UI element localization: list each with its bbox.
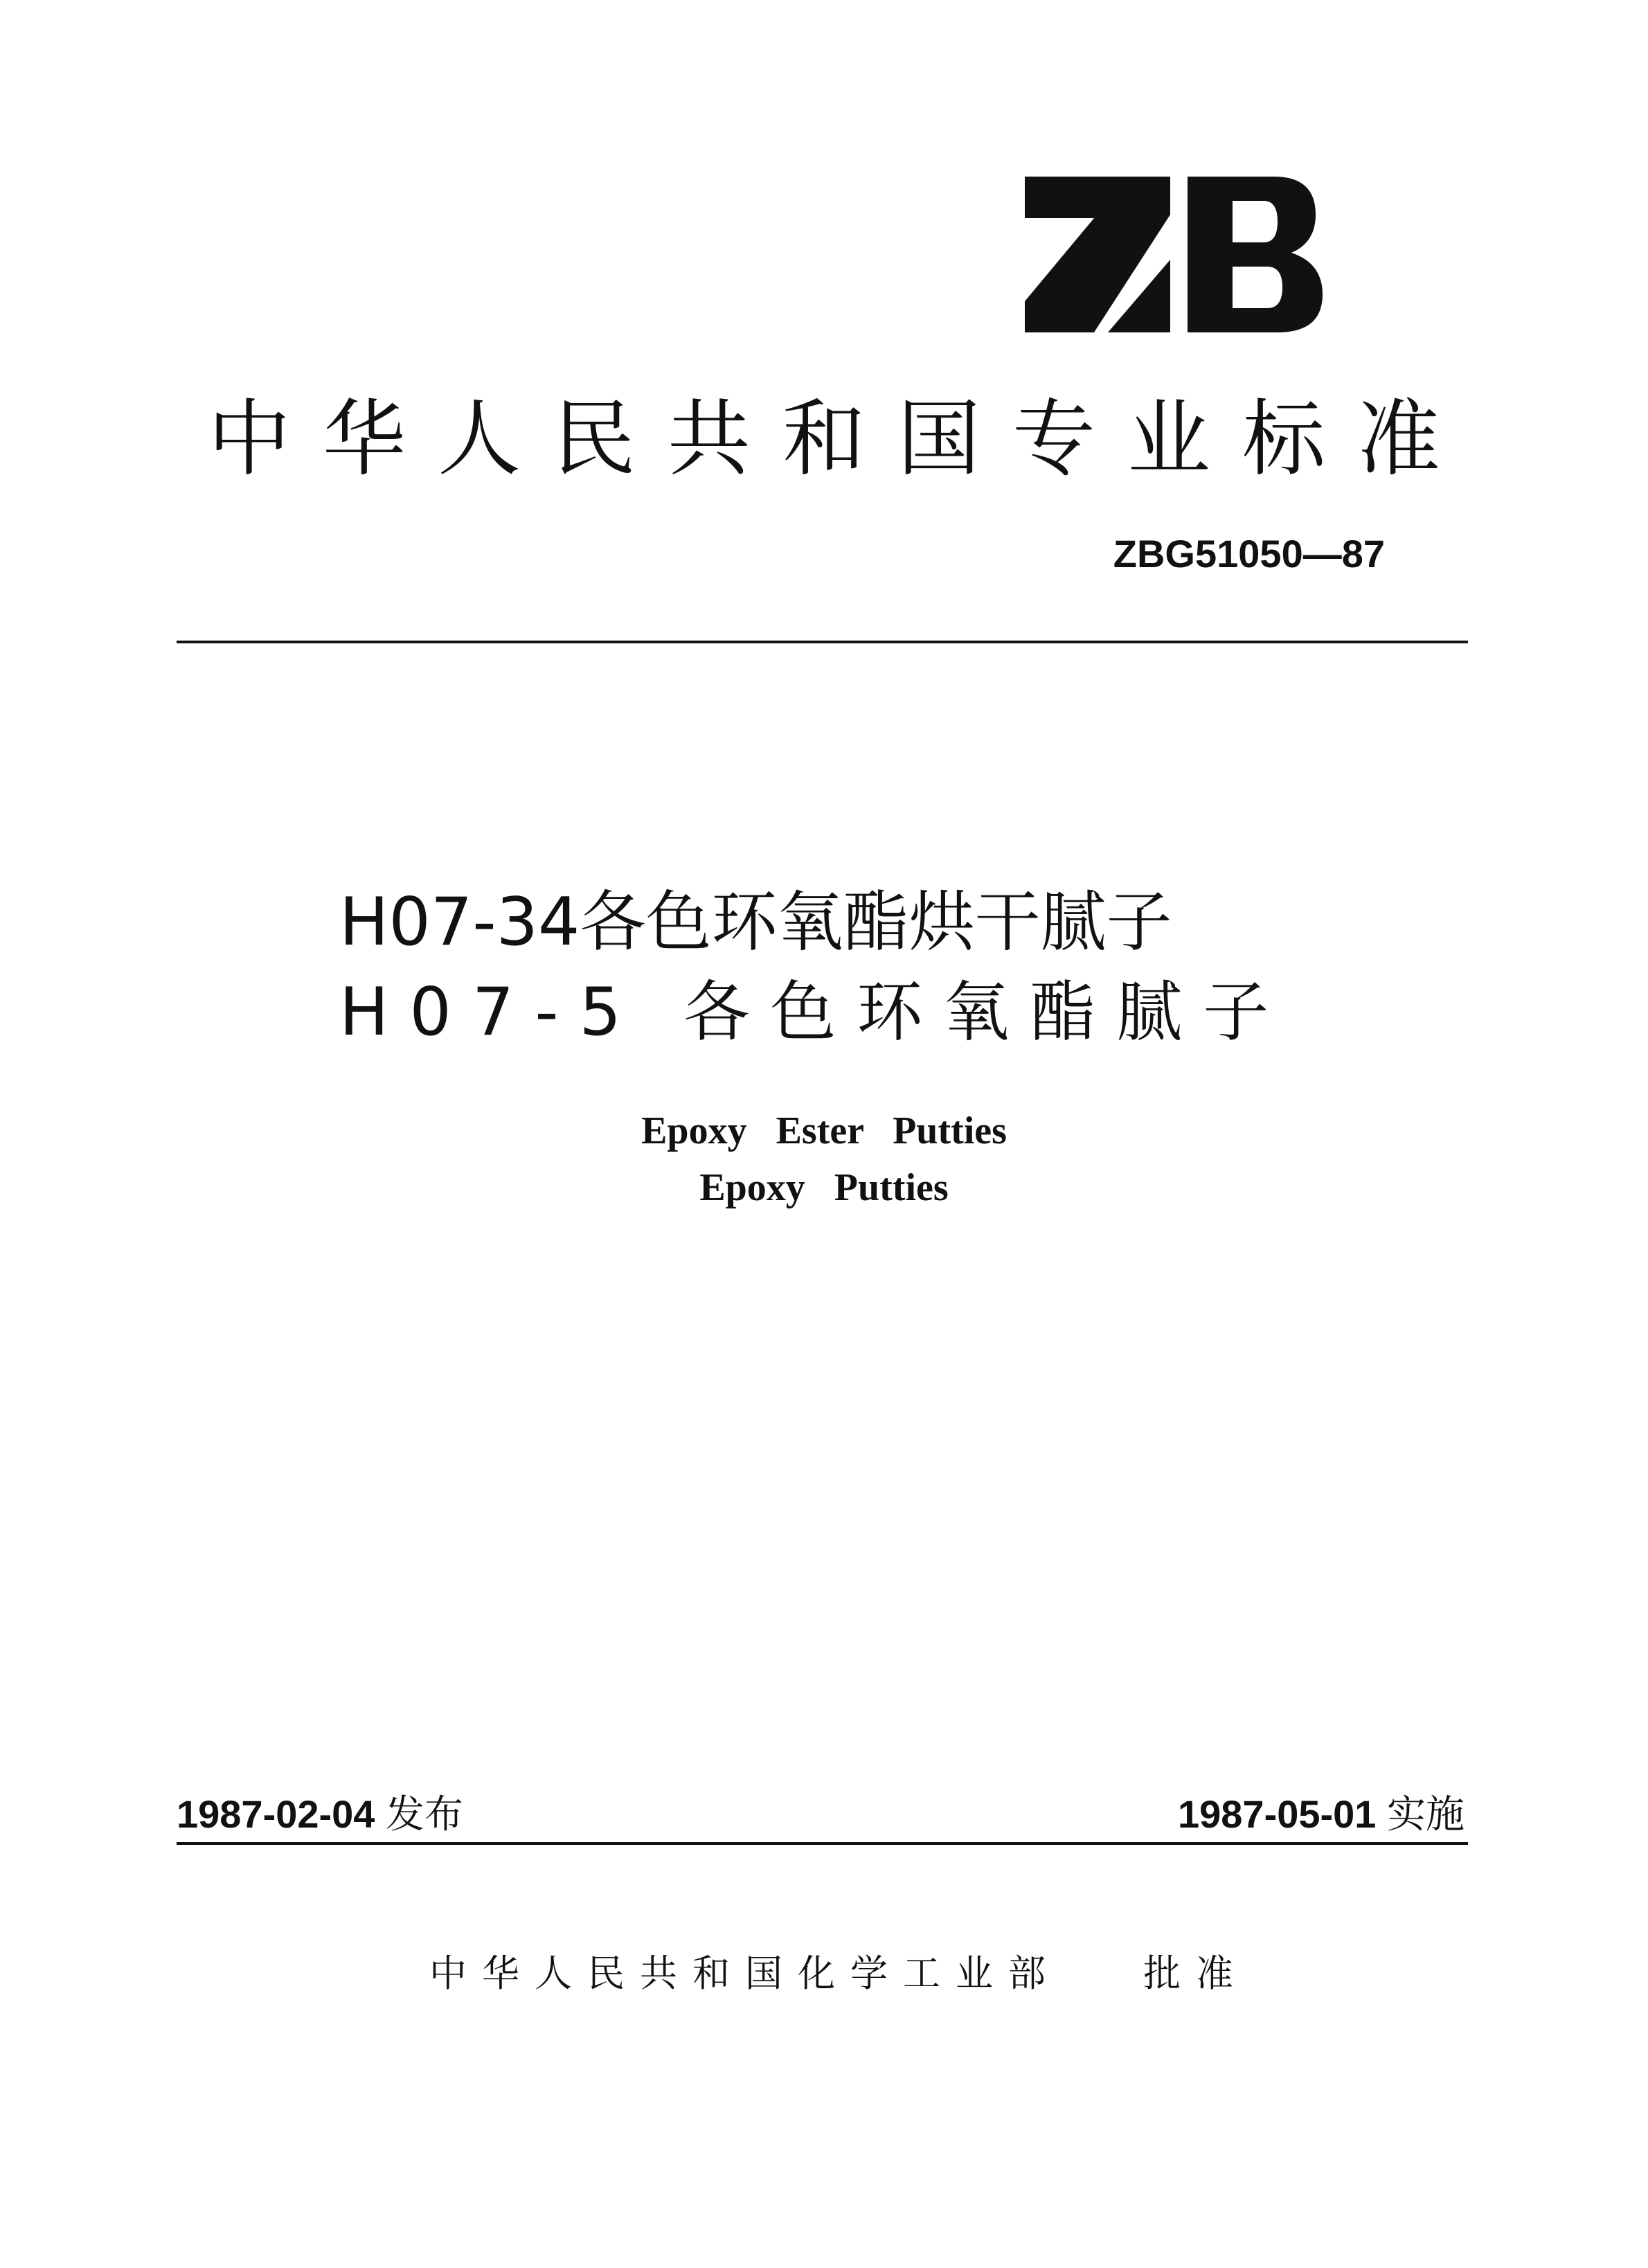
zb-logo xyxy=(1025,177,1323,332)
top-divider xyxy=(177,641,1468,643)
issue-date-label: 发布 xyxy=(386,1792,464,1836)
title-line-2: H07-5 各色环氧酯腻子 xyxy=(339,974,1290,1051)
standard-heading: 中华人民共和国专业标准 xyxy=(208,391,1472,488)
title-line-1: H07-34各色环氧酯烘干腻子 xyxy=(339,884,1172,961)
issue-date xyxy=(177,1790,463,1839)
approval-line xyxy=(429,1949,1468,1998)
approval-action: 批准 xyxy=(1143,1952,1249,1995)
english-title-line-1: Epoxy Ester Putties xyxy=(641,1109,1007,1152)
standard-code: ZBG51050—87 xyxy=(1113,532,1385,575)
english-title-line-2: Epoxy Putties xyxy=(699,1166,949,1209)
effective-date-label: 实施 xyxy=(1387,1792,1465,1836)
issue-date-value: 1987-02-04 xyxy=(177,1792,375,1836)
effective-date-value: 1987-05-01 xyxy=(1177,1792,1377,1836)
bottom-divider xyxy=(177,1842,1468,1845)
zb-logo-b xyxy=(1188,177,1323,332)
approving-authority: 中华人民共和国化学工业部 xyxy=(429,1952,1061,1995)
effective-date xyxy=(1178,1790,1465,1839)
